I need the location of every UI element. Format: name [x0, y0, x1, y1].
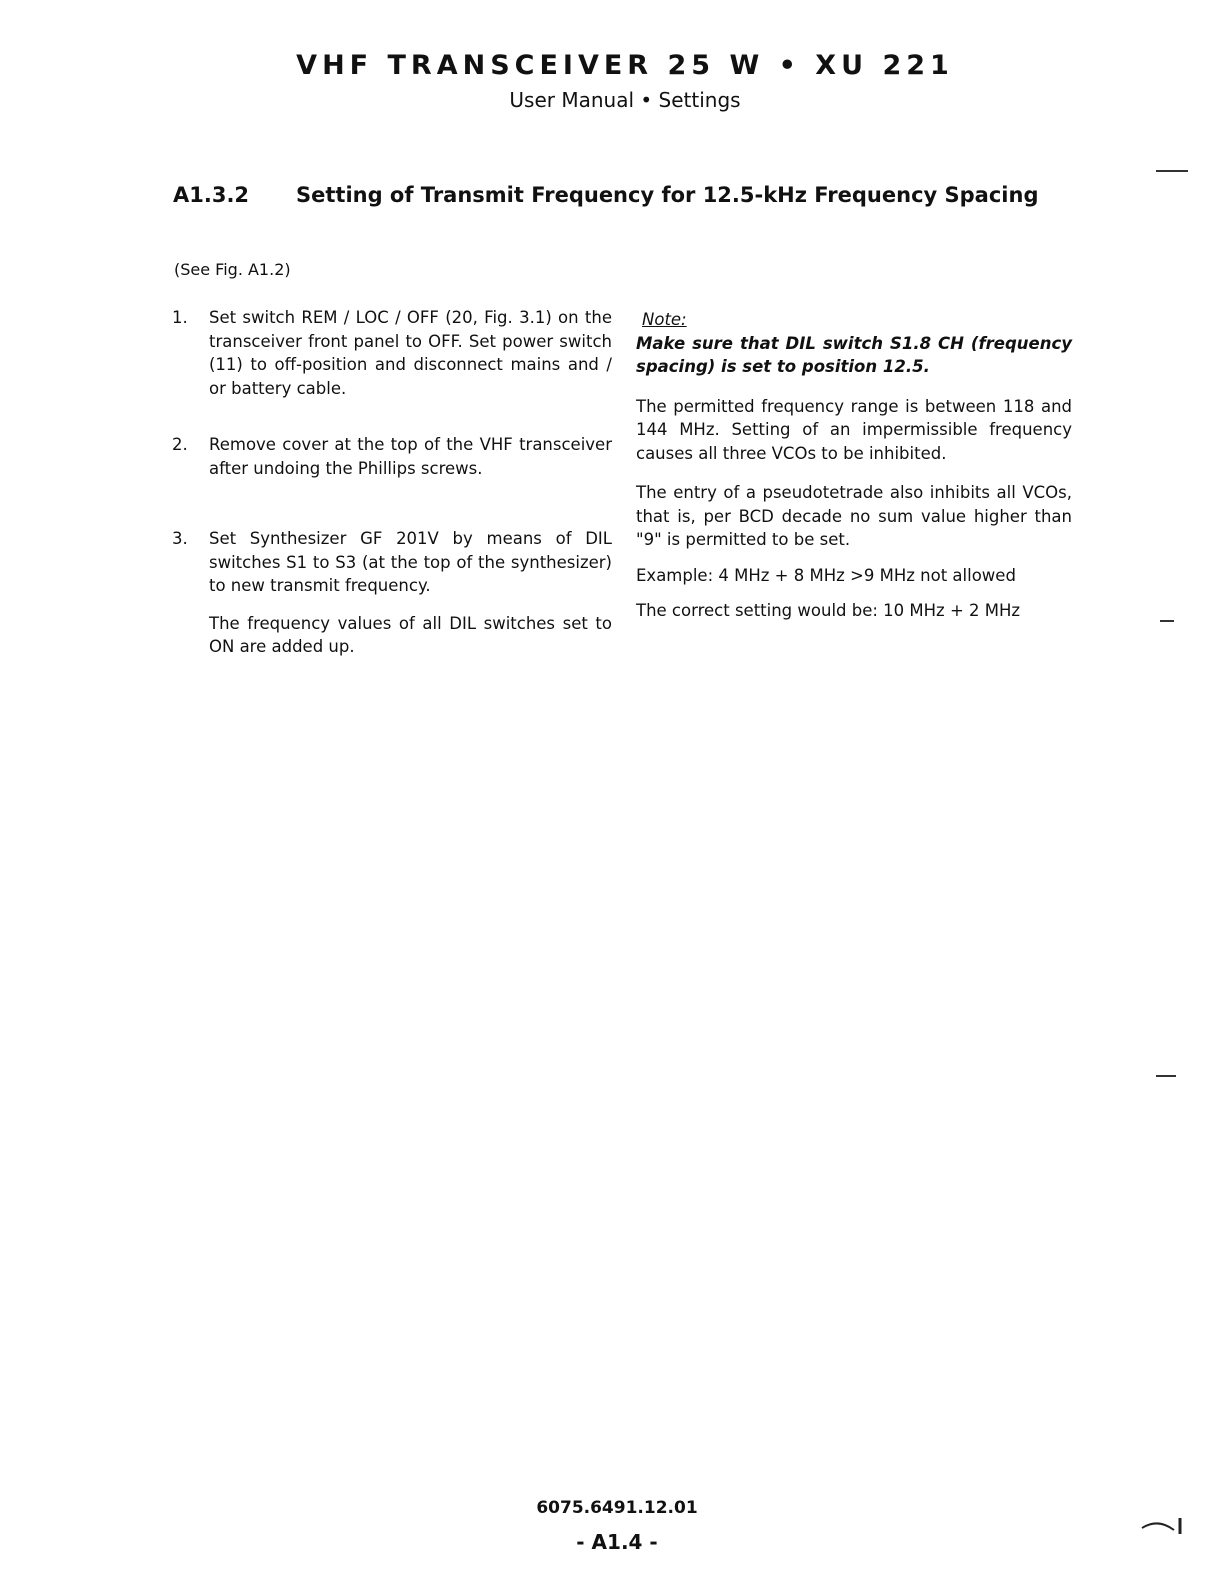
step-number: 1. — [172, 308, 188, 327]
note-box — [636, 308, 1072, 623]
step-1 — [172, 306, 612, 400]
step-2 — [172, 433, 612, 480]
figure-reference: (See Fig. A1.2) — [174, 260, 291, 279]
note-example: Example: 4 MHz + 8 MHz >9 MHz not allowed — [636, 565, 1016, 585]
step-3 — [172, 527, 612, 659]
margin-change-bar — [1156, 1075, 1176, 1077]
step-text: Set Synthesizer GF 201V by means of DIL switches S1 to S3 (at the top of the synthesizer) to new transmit frequency. — [209, 529, 612, 595]
step-number: 3. — [172, 529, 188, 548]
margin-change-bar — [1156, 170, 1188, 172]
note-correct-setting: The correct setting would be: 10 MHz + 2 MHz — [636, 601, 1021, 620]
step-subtext: The frequency values of all DIL switches set to ON are added up. — [209, 613, 612, 656]
step-text: Remove cover at the top of the VHF transceiver after undoing the Phillips screws. — [209, 435, 612, 478]
section-title: Setting of Transmit Frequency for 12.5-kHz Frequency Spacing — [296, 183, 1039, 207]
margin-change-bar — [1160, 620, 1174, 622]
note-frequency-range: The permitted frequency range is between 118 and 144 MHz. Setting of an impermissible frequency causes all three VCOs to be inhibited. — [636, 396, 1072, 463]
note-important: Make sure that DIL switch S1.8 CH (frequency spacing) is set to position 12.5. — [636, 333, 1072, 376]
step-text: Set switch REM / LOC / OFF (20, Fig. 3.1) on the transceiver front panel to OFF. Set power switch (11) to off-position and disconnect mains and / or battery cable. — [209, 308, 612, 398]
step-number: 2. — [172, 435, 188, 454]
document-subtitle: User Manual • Settings — [509, 88, 741, 112]
section-number: A1.3.2 — [173, 183, 250, 207]
corner-scan-mark-icon — [1140, 1506, 1190, 1546]
note-pseudotetrade: The entry of a pseudotetrade also inhibits all VCOs, that is, per BCD decade no sum value higher than "9" is permitted to be set. — [636, 483, 1072, 549]
document-number: 6075.6491.12.01 — [536, 1498, 698, 1518]
page-number: - A1.4 - — [576, 1530, 658, 1554]
document-title: VHF TRANSCEIVER 25 W • XU 221 — [296, 50, 954, 81]
section-heading — [173, 183, 1038, 207]
note-heading: Note: — [642, 310, 687, 329]
